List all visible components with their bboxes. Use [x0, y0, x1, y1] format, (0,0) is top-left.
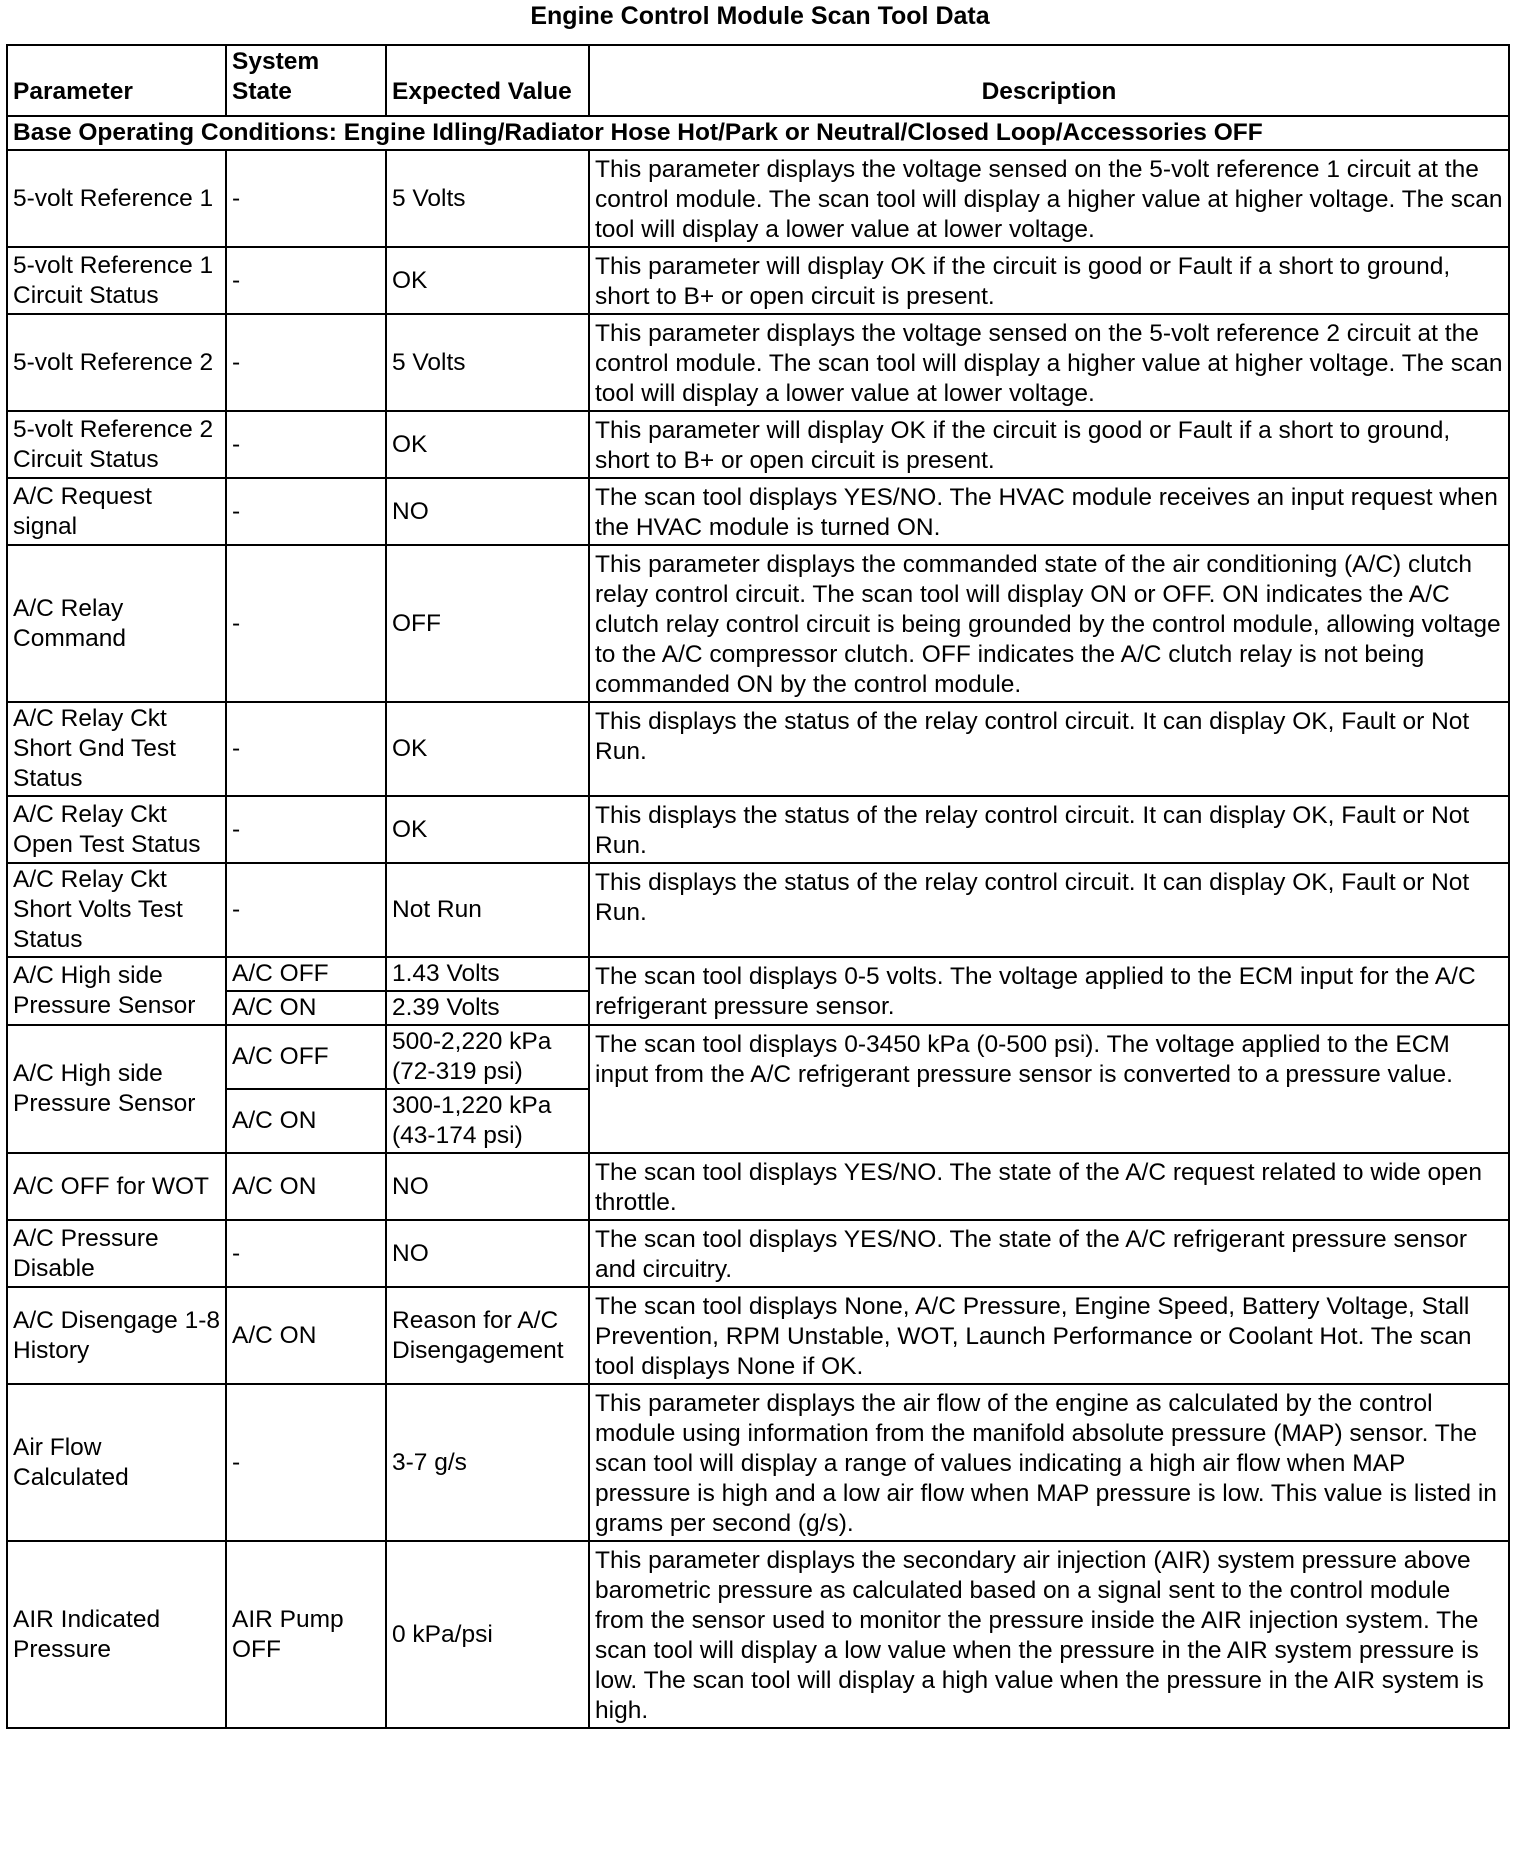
parameter-cell: 5-volt Reference 2	[7, 314, 226, 411]
description-cell: This parameter displays the commanded state of the air conditioning (A/C) clutch relay control circuit. The scan tool will display ON or OFF. ON indicates the A/C clutch relay control circuit is being grounded by the control module, allowing voltage to the A/C compressor clutch. OFF indicates the A/C clutch relay is not being commanded ON by the control module.	[589, 545, 1509, 702]
expected-value-cell: OK	[386, 411, 589, 478]
expected-value-cell: 1.43 Volts	[386, 957, 589, 991]
table-row	[7, 314, 1509, 411]
table-row	[7, 1384, 1509, 1541]
table-row	[7, 1025, 1509, 1089]
system-state-cell: -	[226, 1220, 386, 1287]
system-state-cell: A/C ON	[226, 1287, 386, 1384]
system-state-cell: A/C ON	[226, 1089, 386, 1153]
table-row	[7, 150, 1509, 247]
expected-value-cell: 2.39 Volts	[386, 991, 589, 1025]
table-row	[7, 411, 1509, 478]
parameter-cell: A/C Relay Ckt Open Test Status	[7, 796, 226, 863]
description-cell: This parameter will display OK if the circuit is good or Fault if a short to ground, short to B+ or open circuit is present.	[589, 411, 1509, 478]
parameter-cell: A/C Pressure Disable	[7, 1220, 226, 1287]
parameter-cell: AIR Indicated Pressure	[7, 1541, 226, 1728]
parameter-cell: A/C High side Pressure Sensor	[7, 957, 226, 1025]
description-cell: This displays the status of the relay control circuit. It can display OK, Fault or Not Run.	[589, 796, 1509, 863]
system-state-cell: -	[226, 545, 386, 702]
table-row	[7, 1153, 1509, 1220]
base-conditions-row	[7, 116, 1509, 150]
table-row	[7, 702, 1509, 796]
parameter-cell: 5-volt Reference 1	[7, 150, 226, 247]
table-row	[7, 796, 1509, 863]
parameter-cell: A/C OFF for WOT	[7, 1153, 226, 1220]
description-cell: This displays the status of the relay control circuit. It can display OK, Fault or Not Run.	[589, 863, 1509, 957]
parameter-cell: A/C High side Pressure Sensor	[7, 1025, 226, 1153]
description-cell: The scan tool displays YES/NO. The state of the A/C request related to wide open throttle.	[589, 1153, 1509, 1220]
expected-value-cell: NO	[386, 1220, 589, 1287]
header-expected-value: Expected Value	[386, 45, 589, 116]
system-state-cell: A/C ON	[226, 1153, 386, 1220]
table-row	[7, 1541, 1509, 1728]
expected-value-cell: OK	[386, 796, 589, 863]
parameter-cell: A/C Request signal	[7, 478, 226, 545]
expected-value-cell: 5 Volts	[386, 314, 589, 411]
description-cell: The scan tool displays YES/NO. The HVAC module receives an input request when the HVAC module is turned ON.	[589, 478, 1509, 545]
expected-value-cell: OFF	[386, 545, 589, 702]
scan-tool-data-table	[6, 44, 1510, 1729]
parameter-cell: A/C Relay Ckt Short Volts Test Status	[7, 863, 226, 957]
table-row	[7, 478, 1509, 545]
system-state-cell: AIR Pump OFF	[226, 1541, 386, 1728]
document-title: Engine Control Module Scan Tool Data	[530, 2, 990, 30]
parameter-cell: Air Flow Calculated	[7, 1384, 226, 1541]
table-row	[7, 863, 1509, 957]
header-system-state: System State	[226, 45, 386, 116]
parameter-cell: A/C Relay Command	[7, 545, 226, 702]
table-row	[7, 1220, 1509, 1287]
system-state-cell: -	[226, 411, 386, 478]
description-cell: The scan tool displays None, A/C Pressure, Engine Speed, Battery Voltage, Stall Prevention, RPM Unstable, WOT, Launch Performance or Coolant Hot. The scan tool displays None if OK.	[589, 1287, 1509, 1384]
expected-value-cell: OK	[386, 247, 589, 314]
description-cell: This parameter displays the air flow of the engine as calculated by the control module using information from the manifold absolute pressure (MAP) sensor. The scan tool will display a range of values indicating a high air flow when MAP pressure is high and a low air flow when MAP pressure is low. This value is listed in grams per second (g/s).	[589, 1384, 1509, 1541]
expected-value-cell: 0 kPa/psi	[386, 1541, 589, 1728]
expected-value-cell: Not Run	[386, 863, 589, 957]
expected-value-cell: 500-2,220 kPa (72-319 psi)	[386, 1025, 589, 1089]
expected-value-cell: Reason for A/C Disengagement	[386, 1287, 589, 1384]
table-row	[7, 957, 1509, 991]
base-conditions: Base Operating Conditions: Engine Idling/Radiator Hose Hot/Park or Neutral/Closed Loop/Accessories OFF	[7, 116, 1509, 150]
description-cell: This parameter displays the voltage sensed on the 5-volt reference 2 circuit at the control module. The scan tool will display a higher value at higher voltage. The scan tool will display a lower value at lower voltage.	[589, 314, 1509, 411]
table-row	[7, 1287, 1509, 1384]
table-row	[7, 545, 1509, 702]
system-state-cell: A/C OFF	[226, 1025, 386, 1089]
system-state-cell: -	[226, 150, 386, 247]
description-cell: This parameter displays the voltage sensed on the 5-volt reference 1 circuit at the control module. The scan tool will display a higher value at higher voltage. The scan tool will display a lower value at lower voltage.	[589, 150, 1509, 247]
description-cell: The scan tool displays 0-3450 kPa (0-500 psi). The voltage applied to the ECM input from the A/C refrigerant pressure sensor is converted to a pressure value.	[589, 1025, 1509, 1153]
system-state-cell: A/C ON	[226, 991, 386, 1025]
system-state-cell: A/C OFF	[226, 957, 386, 991]
expected-value-cell: NO	[386, 1153, 589, 1220]
parameter-cell: A/C Relay Ckt Short Gnd Test Status	[7, 702, 226, 796]
parameter-cell: A/C Disengage 1-8 History	[7, 1287, 226, 1384]
system-state-cell: -	[226, 863, 386, 957]
system-state-cell: -	[226, 1384, 386, 1541]
system-state-cell: -	[226, 702, 386, 796]
table-row	[7, 247, 1509, 314]
parameter-cell: 5-volt Reference 1 Circuit Status	[7, 247, 226, 314]
header-row	[7, 45, 1509, 116]
expected-value-cell: 3-7 g/s	[386, 1384, 589, 1541]
header-parameter: Parameter	[7, 45, 226, 116]
description-cell: The scan tool displays 0-5 volts. The voltage applied to the ECM input for the A/C refrigerant pressure sensor.	[589, 957, 1509, 1025]
system-state-cell: -	[226, 478, 386, 545]
description-cell: This parameter will display OK if the circuit is good or Fault if a short to ground, short to B+ or open circuit is present.	[589, 247, 1509, 314]
expected-value-cell: NO	[386, 478, 589, 545]
system-state-cell: -	[226, 247, 386, 314]
system-state-cell: -	[226, 314, 386, 411]
description-cell: This displays the status of the relay control circuit. It can display OK, Fault or Not Run.	[589, 702, 1509, 796]
header-description: Description	[589, 45, 1509, 116]
expected-value-cell: 300-1,220 kPa (43-174 psi)	[386, 1089, 589, 1153]
expected-value-cell: OK	[386, 702, 589, 796]
description-cell: This parameter displays the secondary air injection (AIR) system pressure above barometric pressure as calculated based on a signal sent to the control module from the sensor used to monitor the pressure inside the AIR injection system. The scan tool will display a low value when the pressure in the AIR system pressure is low. The scan tool will display a high value when the pressure in the AIR system is high.	[589, 1541, 1509, 1728]
parameter-cell: 5-volt Reference 2 Circuit Status	[7, 411, 226, 478]
description-cell: The scan tool displays YES/NO. The state of the A/C refrigerant pressure sensor and circuitry.	[589, 1220, 1509, 1287]
system-state-cell: -	[226, 796, 386, 863]
expected-value-cell: 5 Volts	[386, 150, 589, 247]
